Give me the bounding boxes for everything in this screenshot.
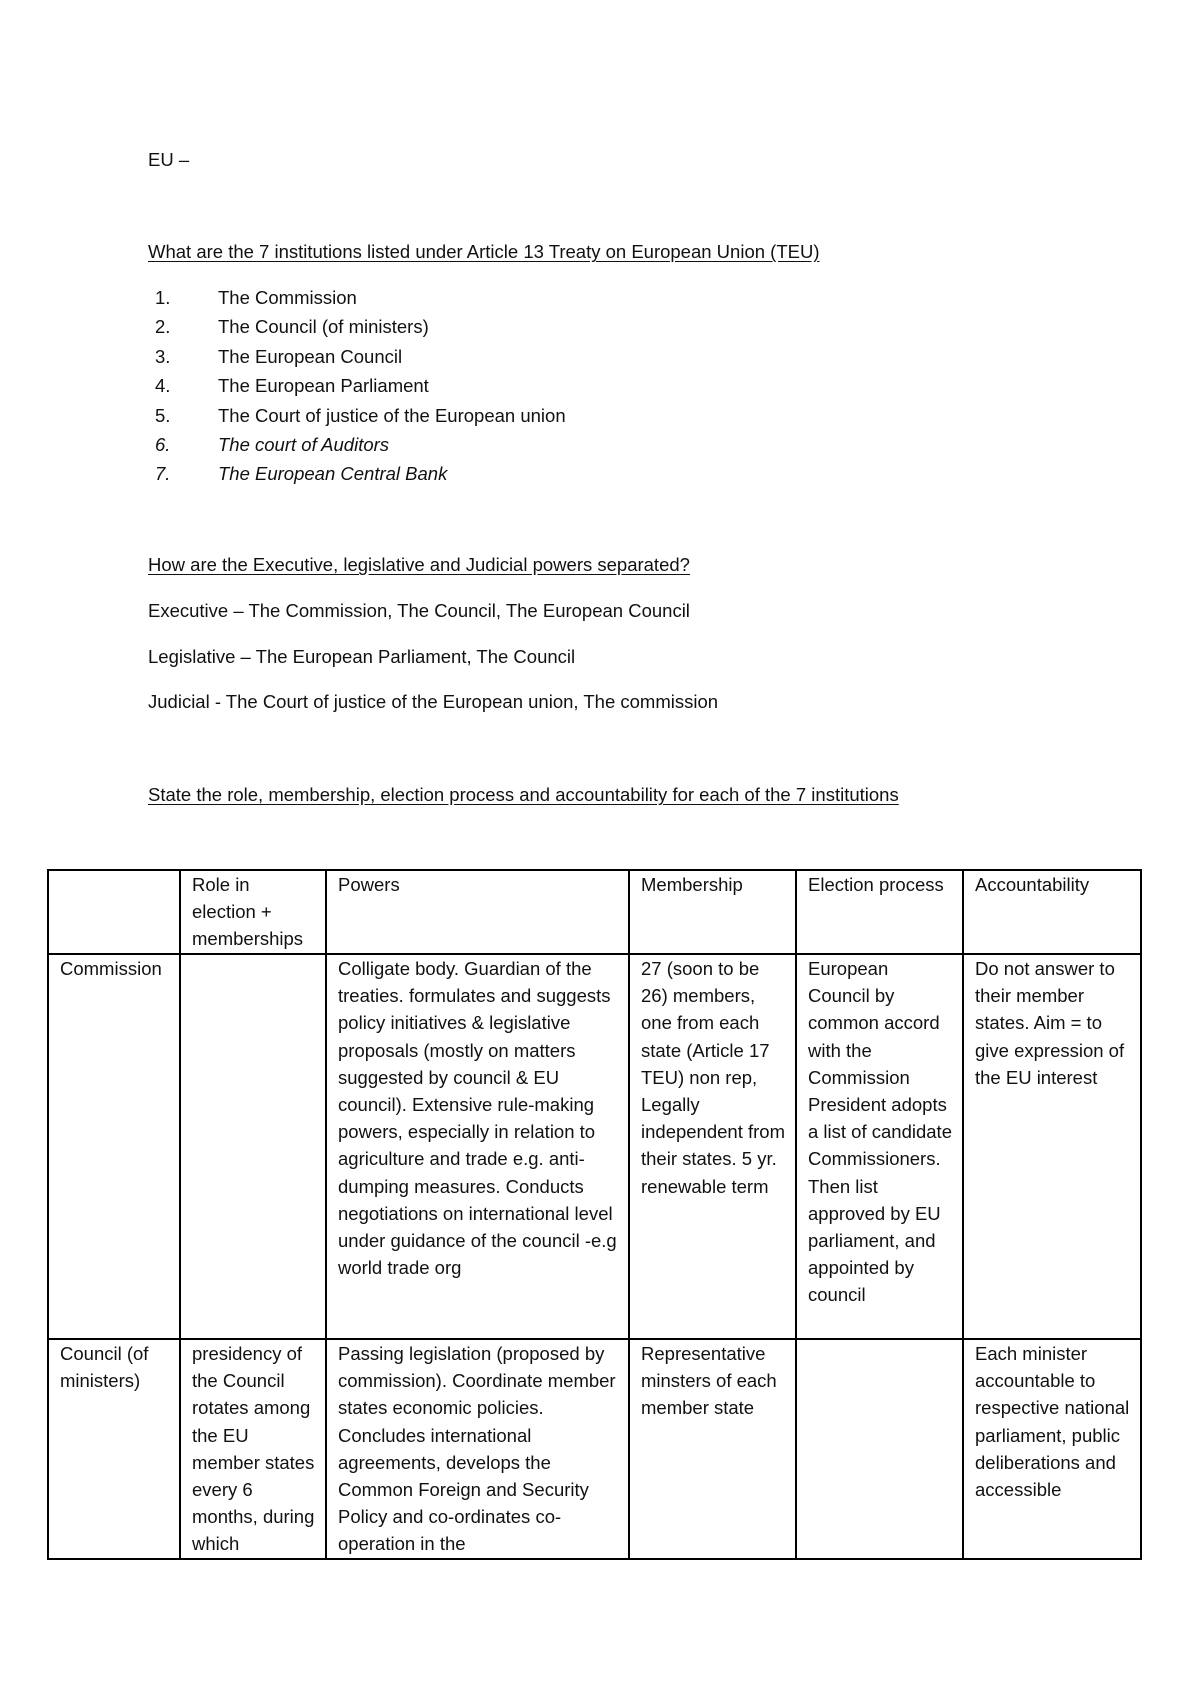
header-cell-membership: Membership (629, 870, 796, 954)
powers-cell: Passing legislation (proposed by commission). Coordinate member states economic policies. Concludes international agreements, develops the Common Foreign and Security Policy and co-ordinates co-operation in the (326, 1339, 629, 1559)
document-title: EU – (148, 149, 190, 170)
header-cell-accountability: Accountability (963, 870, 1141, 954)
accountability-cell: Each minister accountable to respective national parliament, public deliberations and accessible (963, 1339, 1141, 1559)
election-cell: European Council by common accord with the Commission President adopts a list of candidate Commissioners. Then list approved by EU parliament, and appointed by council (796, 954, 963, 1339)
accountability-cell: Do not answer to their member states. Aim = to give expression of the EU interest (963, 954, 1141, 1339)
list-item: 4. The European Parliament (155, 375, 429, 397)
list-item: 7. The European Central Bank (155, 463, 448, 485)
institution-cell: Commission (48, 954, 180, 1339)
header-cell-election: Election process (796, 870, 963, 954)
list-item: 3. The European Council (155, 345, 403, 367)
header-cell-powers: Powers (326, 870, 629, 954)
legislative-line: Legislative – The European Parliament, The Council (148, 646, 576, 667)
list-item: 6. The court of Auditors (155, 434, 390, 456)
institutions-table (47, 869, 1142, 1560)
membership-cell: Representative minsters of each member state (629, 1339, 796, 1559)
list-item: 2. The Council (of ministers) (155, 316, 429, 338)
table-header-row (48, 870, 1141, 954)
judicial-line: Judicial - The Court of justice of the European union, The commission (148, 691, 719, 712)
executive-line: Executive – The Commission, The Council, The European Council (148, 600, 690, 621)
role-cell (180, 954, 326, 1339)
header-cell-blank (48, 870, 180, 954)
table-row (48, 954, 1141, 1339)
powers-cell: Colligate body. Guardian of the treaties. formulates and suggests policy initiatives & legislative proposals (mostly on matters suggested by council & EU council). Extensive rule-making powers, especially in relation to agriculture and trade e.g. anti-dumping measures. Conducts negotiations on international level under guidance of the council -e.g world trade org (326, 954, 629, 1339)
institutions-list (148, 283, 566, 489)
list-item: 5. The Court of justice of the European union (155, 404, 566, 426)
membership-cell: 27 (soon to be 26) members, one from each state (Article 17 TEU) non rep, Legally independent from their states. 5 yr. renewable term (629, 954, 796, 1339)
election-cell (796, 1339, 963, 1559)
institution-cell: Council (of ministers) (48, 1339, 180, 1559)
role-cell: presidency of the Council rotates among the EU member states every 6 months, during which (180, 1339, 326, 1559)
header-cell-role: Role in election + memberships (180, 870, 326, 954)
list-item: 1. The Commission (155, 287, 357, 308)
question-2-heading: How are the Executive, legislative and Judicial powers separated? (148, 554, 690, 575)
question-3-heading: State the role, membership, election process and accountability for each of the 7 institutions (148, 784, 899, 805)
question-1-heading: What are the 7 institutions listed under Article 13 Treaty on European Union (TEU) (148, 241, 820, 262)
table-row (48, 1339, 1141, 1559)
